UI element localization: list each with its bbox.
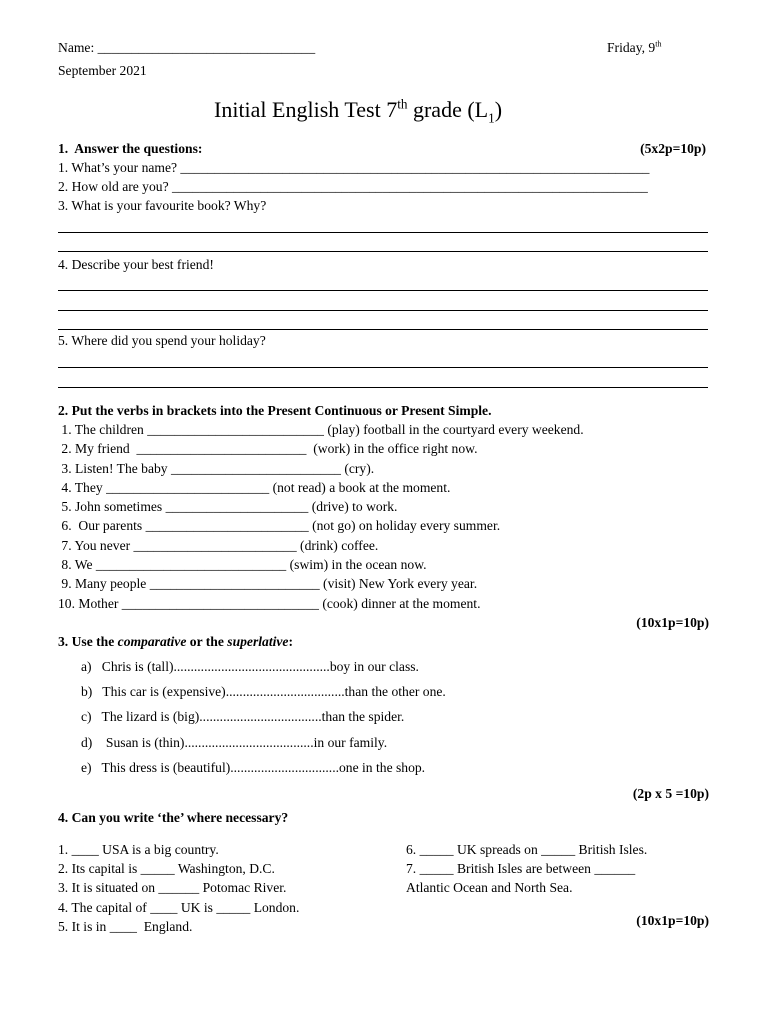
answer-line[interactable] xyxy=(58,310,708,311)
question-2: 2. How old are you? ______________________________________________________________________ xyxy=(58,179,648,194)
section1-points: (5x2p=10p) xyxy=(640,141,706,156)
page-title xyxy=(214,96,503,126)
article-item[interactable]: 1. ____ USA is a big country. xyxy=(58,842,219,857)
answer-line[interactable] xyxy=(58,329,708,330)
comparative-item[interactable]: a) Chris is (tall)..............................................boy in our class. xyxy=(81,659,419,674)
heading-comparative: comparative xyxy=(117,634,187,649)
verb-item[interactable]: 7. You never ________________________ (drink) coffee. xyxy=(58,538,379,553)
verb-item[interactable]: 9. Many people _________________________ (visit) New York every year. xyxy=(58,576,478,591)
answer-line[interactable] xyxy=(58,232,708,233)
section4-points: (10x1p=10p) xyxy=(636,913,709,928)
date-month-year: September 2021 xyxy=(58,63,147,78)
section3-points: (2p x 5 =10p) xyxy=(632,786,709,801)
date-line xyxy=(607,40,662,56)
section1-heading: 1. Answer the questions: xyxy=(58,141,203,156)
article-item[interactable]: 4. The capital of ____ UK is _____ London. xyxy=(58,900,300,915)
answer-line[interactable] xyxy=(58,387,708,388)
section2-heading: 2. Put the verbs in brackets into the Present Continuous or Present Simple. xyxy=(58,403,492,418)
article-item-continued: Atlantic Ocean and North Sea. xyxy=(406,880,573,895)
article-item[interactable]: 7. _____ British Isles are between ______ xyxy=(406,861,636,876)
article-item[interactable]: 5. It is in ____ England. xyxy=(58,919,193,934)
question-5: 5. Where did you spend your holiday? xyxy=(58,333,266,348)
verb-item[interactable]: 8. We ____________________________ (swim) in the ocean now. xyxy=(58,557,427,572)
verb-item[interactable]: 6. Our parents ________________________ (not go) on holiday every summer. xyxy=(58,518,501,533)
title-main: Initial English Test 7 xyxy=(214,97,398,122)
title-mid: grade (L xyxy=(407,97,489,122)
question-1: 1. What’s your name? _____________________________________________________________________ xyxy=(58,160,650,175)
comparative-item[interactable]: d) Susan is (thin)......................................in our family. xyxy=(81,735,388,750)
date-sup: th xyxy=(655,39,662,49)
article-item[interactable]: 6. _____ UK spreads on _____ British Isles. xyxy=(406,842,648,857)
title-end: ) xyxy=(494,97,503,122)
heading-part: 3. Use the xyxy=(58,634,118,649)
question-3: 3. What is your favourite book? Why? xyxy=(58,198,267,213)
title-sup: th xyxy=(397,96,408,112)
title-sub: 1 xyxy=(488,110,495,126)
name-field[interactable]: Name: ________________________________ xyxy=(58,40,316,55)
answer-line[interactable] xyxy=(58,367,708,368)
heading-part: or the xyxy=(186,634,228,649)
answer-line[interactable] xyxy=(58,251,708,252)
question-4: 4. Describe your best friend! xyxy=(58,257,214,272)
heading-superlative: superlative xyxy=(227,634,289,649)
comparative-item[interactable]: e) This dress is (beautiful)................................one in the shop. xyxy=(81,760,426,775)
section3-heading xyxy=(58,634,293,650)
verb-item[interactable]: 2. My friend _________________________ (work) in the office right now. xyxy=(58,441,478,456)
section2-points: (10x1p=10p) xyxy=(636,615,709,630)
section4-heading: 4. Can you write ‘the’ where necessary? xyxy=(58,810,289,825)
comparative-item[interactable]: b) This car is (expensive)...................................than the other one. xyxy=(81,684,446,699)
article-item[interactable]: 3. It is situated on ______ Potomac River. xyxy=(58,880,287,895)
verb-item[interactable]: 5. John sometimes _____________________ (drive) to work. xyxy=(58,499,398,514)
article-item[interactable]: 2. Its capital is _____ Washington, D.C. xyxy=(58,861,275,876)
verb-item[interactable]: 1. The children __________________________ (play) football in the courtyard every weekend. xyxy=(58,422,584,437)
verb-item[interactable]: 10. Mother _____________________________ (cook) dinner at the moment. xyxy=(58,596,481,611)
comparative-item[interactable]: c) The lizard is (big)....................................than the spider. xyxy=(81,709,405,724)
verb-item[interactable]: 4. They ________________________ (not read) a book at the moment. xyxy=(58,480,451,495)
date-day: Friday, 9 xyxy=(607,40,656,55)
answer-line[interactable] xyxy=(58,290,708,291)
verb-item[interactable]: 3. Listen! The baby _________________________ (cry). xyxy=(58,461,375,476)
heading-part: : xyxy=(288,634,293,649)
